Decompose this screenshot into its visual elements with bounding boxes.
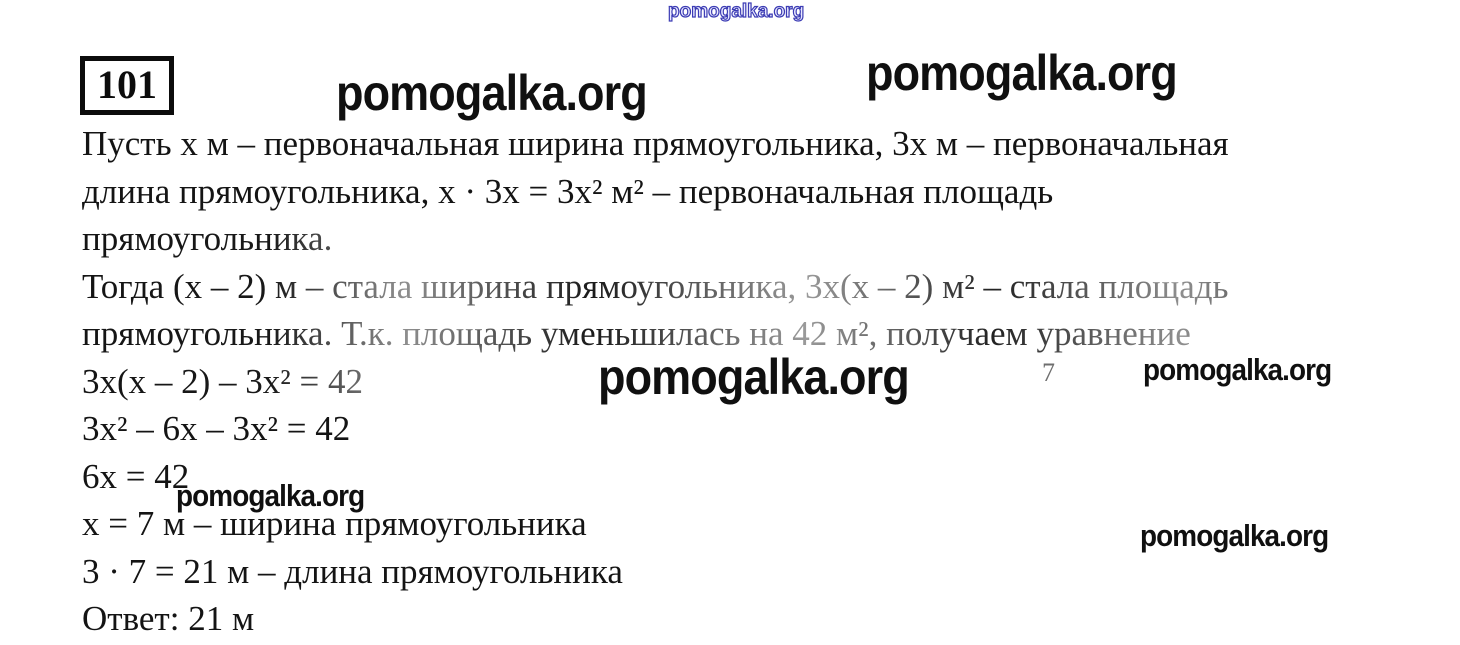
- solution-line-3: прямоугольника.: [82, 215, 1422, 263]
- solution-line-6: 3х(х – 2) – 3х² = 42: [82, 358, 1422, 406]
- solution-line-10: 3 · 7 = 21 м – длина прямоугольника: [82, 551, 623, 591]
- solution-line-11: Ответ: 21 м: [82, 599, 255, 638]
- watermark-top-center: pomogalka.org: [336, 65, 647, 121]
- solution-line-8: 6х = 42: [82, 456, 190, 496]
- solution-line-9: х = 7 м – ширина прямоугольника: [82, 504, 587, 543]
- watermark-mid-right: pomogalka.org: [1143, 352, 1332, 387]
- watermark-top-small: pomogalka.org: [668, 1, 805, 22]
- solution-line-4: Тогда (х – 2) м – стала ширина прямоугольника, 3х(х – 2) м² – стала площадь: [82, 263, 1422, 311]
- watermark-lower-left: pomogalka.org: [176, 478, 365, 513]
- solution-line-5: прямоугольника. Т.к. площадь уменьшилась на 42 м², получаем уравнение: [82, 310, 1422, 358]
- solution-line-2: длина прямоугольника, х · 3х = 3х² м² – первоначальная площадь: [82, 171, 1054, 211]
- watermark-bottom-right: pomogalka.org: [1140, 518, 1329, 553]
- problem-number-box: 101: [80, 56, 174, 115]
- scan-artifact-digit: 7: [1042, 358, 1055, 387]
- watermark-top-right: pomogalka.org: [866, 45, 1177, 101]
- solution-line-1: Пусть х м – первоначальная ширина прямоугольника, 3х м – первоначальная: [82, 124, 1229, 163]
- solution-line-7: 3х² – 6х – 3х² = 42: [82, 409, 351, 448]
- watermark-mid-center: pomogalka.org: [598, 349, 909, 405]
